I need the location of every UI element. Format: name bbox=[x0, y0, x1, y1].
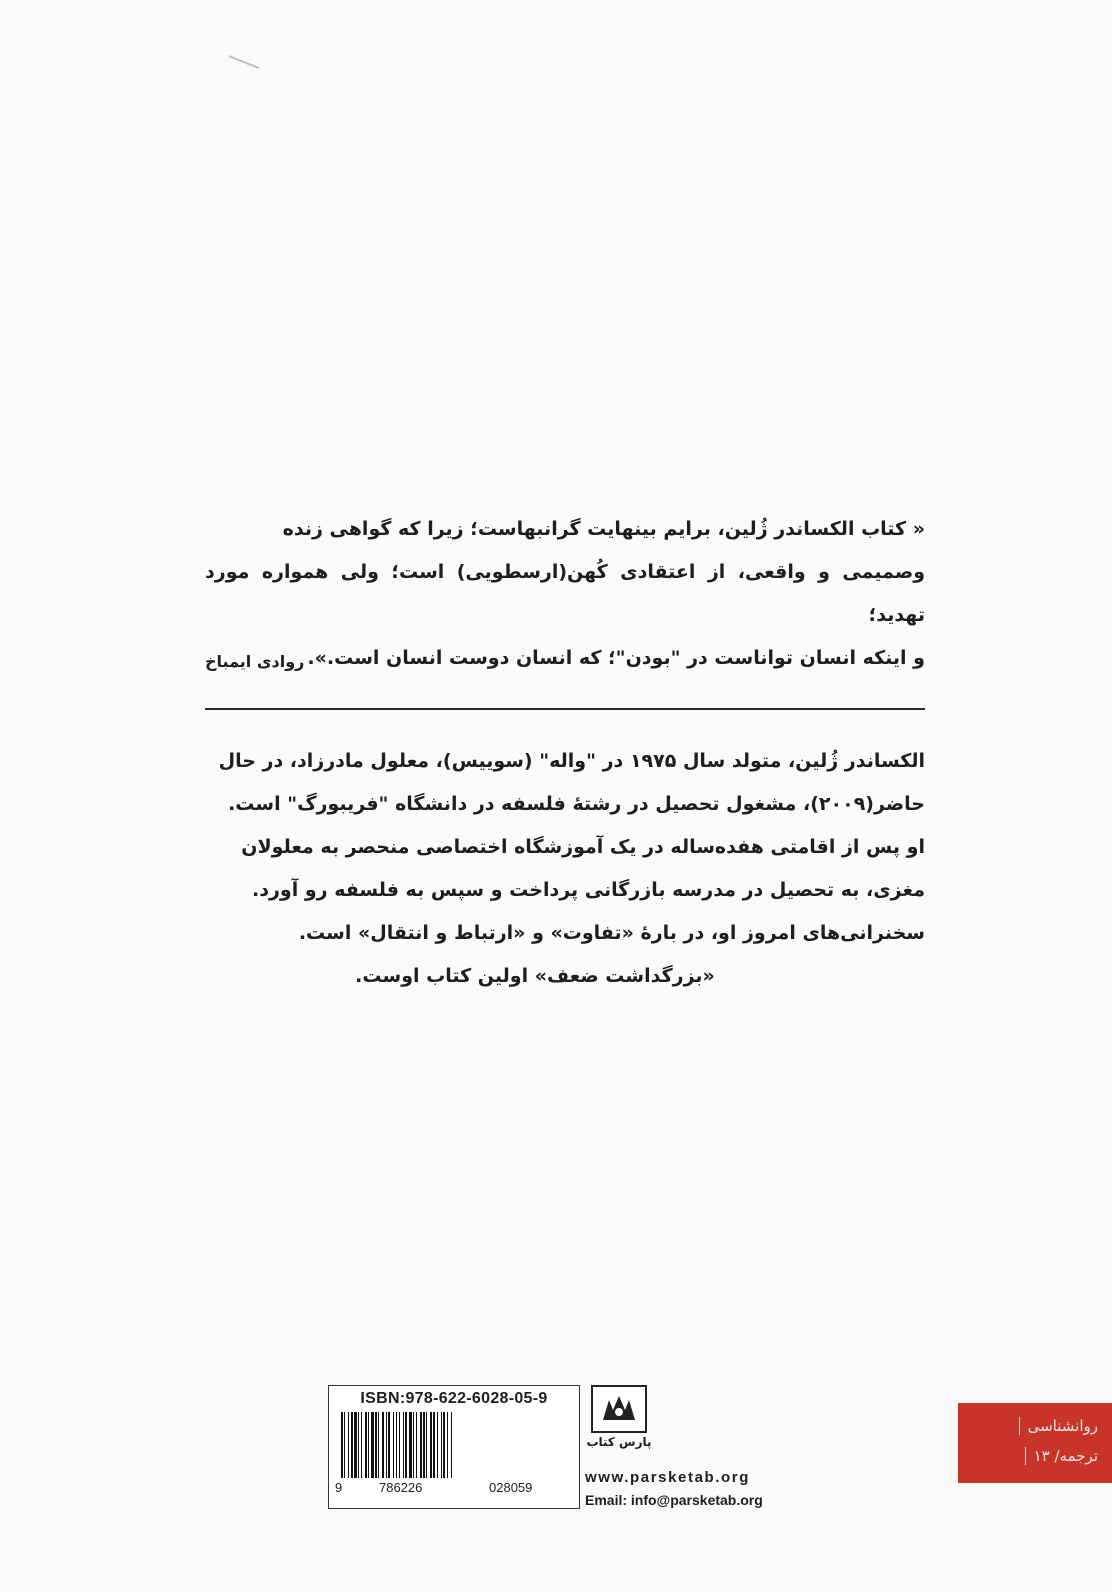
bio-line: سخنرانی‌های امروز او، در بارهٔ «تفاوت» و «ارتباط و انتقال» است. bbox=[298, 922, 925, 944]
divider bbox=[205, 708, 925, 710]
publisher-name: پارس کتاب bbox=[586, 1435, 652, 1449]
quote-author: روادی ایمباخ bbox=[205, 652, 305, 671]
isbn-barcode bbox=[328, 1385, 580, 1509]
series-number: ترجمه/ ۱۳ bbox=[1033, 1447, 1098, 1465]
series-category: روانشناسی bbox=[1027, 1417, 1098, 1435]
publisher-website: www.parsketab.org bbox=[585, 1469, 751, 1486]
bio-line: «بزرگداشت ضعف» اولین کتاب اوست. bbox=[355, 965, 715, 987]
publisher-logo bbox=[584, 1385, 654, 1455]
bio-line: مغزی، به تحصیل در مدرسه بازرگانی پرداخت و سپس به فلسفه رو آورد. bbox=[252, 879, 925, 901]
barcode-digits-left: 786226 bbox=[379, 1480, 423, 1495]
isbn-number: ISBN:978-622-6028-05-9 bbox=[360, 1390, 548, 1407]
bio-line: حاضر(۲۰۰۹)، مشغول تحصیل در رشتهٔ فلسفه در دانشگاه "فریبورگ" است. bbox=[228, 793, 925, 815]
barcode-digit-first: 9 bbox=[335, 1480, 343, 1495]
barcode-digits-right: 028059 bbox=[489, 1480, 533, 1495]
barcode-bars bbox=[341, 1412, 567, 1478]
quote-line: « کتاب الکساندر ژُلین، برایم بینهایت گرانبهاست؛ زیرا که گواهی زنده bbox=[282, 518, 925, 540]
series-separator bbox=[1019, 1417, 1020, 1435]
quote-line: وصمیمی و واقعی، از اعتقادی کُهن(ارسطویی) است؛ ولی همواره مورد تهدید؛ bbox=[205, 561, 925, 626]
bio-line: الکساندر ژُلین، متولد سال ۱۹۷۵ در "واله" (سوییس)، معلول مادرزاد، در حال bbox=[218, 750, 925, 772]
series-label bbox=[958, 1403, 1112, 1483]
publisher-logo-icon bbox=[591, 1385, 647, 1433]
bio-line: او پس از اقامتی هفده‌ساله در یک آموزشگاه اختصاصی منحصر به معلولان bbox=[241, 836, 925, 858]
author-bio bbox=[205, 740, 925, 998]
series-separator bbox=[1025, 1447, 1026, 1465]
quote-line: و اینکه انسان تواناست در "بودن"؛ که انسان دوست انسان است.». bbox=[307, 647, 925, 669]
publisher-email: Email: info@parsketab.org bbox=[585, 1492, 763, 1508]
smudge-mark bbox=[225, 52, 265, 72]
